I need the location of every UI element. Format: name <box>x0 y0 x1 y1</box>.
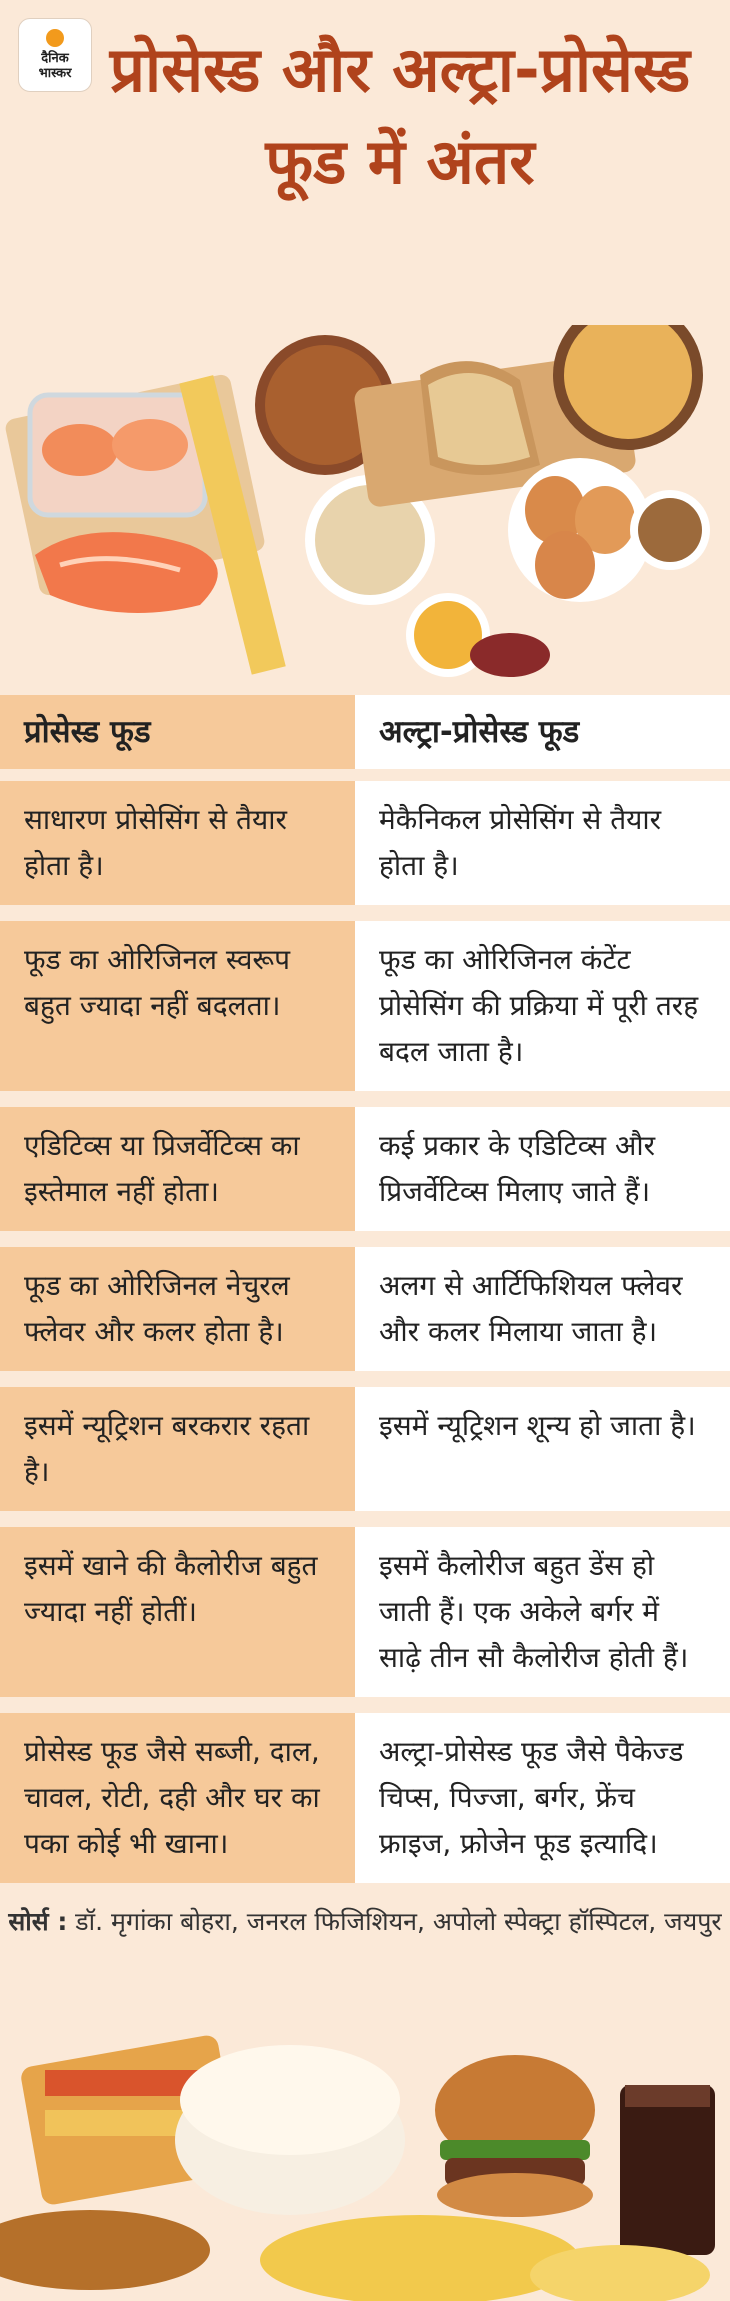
ultra-processed-cell: फूड का ओरिजिनल कंटेंट प्रोसेसिंग की प्रक्रिया में पूरी तरह बदल जाता है। <box>355 921 730 1091</box>
ultra-processed-cell: मेकैनिकल प्रोसेसिंग से तैयार होता है। <box>355 781 730 905</box>
table-row <box>0 1107 730 1247</box>
processed-cell: फूड का ओरिजिनल स्वरूप बहुत ज्यादा नहीं बदलता। <box>0 921 355 1091</box>
table-row <box>0 1527 730 1713</box>
processed-cell: इसमें खाने की कैलोरीज बहुत ज्यादा नहीं होतीं। <box>0 1527 355 1697</box>
processed-food-illustration <box>0 325 730 695</box>
processed-cell: इसमें न्यूट्रिशन बरकरार रहता है। <box>0 1387 355 1511</box>
shrimp <box>112 419 188 471</box>
cola-glass <box>620 2085 715 2255</box>
table-row <box>0 921 730 1107</box>
processed-cell: एडिटिव्स या प्रिजर्वेटिव्स का इस्तेमाल नहीं होता। <box>0 1107 355 1231</box>
header-ultra-processed: अल्ट्रा-प्रोसेस्ड फूड <box>355 695 730 769</box>
processed-cell: साधारण प्रोसेसिंग से तैयार होता है। <box>0 781 355 905</box>
ultra-processed-cell: इसमें कैलोरीज बहुत डेंस हो जाती हैं। एक अकेले बर्गर में साढ़े तीन सौ कैलोरीज होती हैं। <box>355 1527 730 1697</box>
table-header <box>0 695 730 781</box>
ultra-processed-food-illustration <box>0 1990 730 2301</box>
logo <box>18 18 92 92</box>
logo-line1: दैनिक <box>41 51 69 66</box>
ultra-processed-cell: अलग से आर्टिफिशियल फ्लेवर और कलर मिलाया जाता है। <box>355 1247 730 1371</box>
table-row <box>0 1247 730 1387</box>
source-label: सोर्स : <box>8 1907 68 1936</box>
header-processed: प्रोसेस्ड फूड <box>0 695 355 769</box>
page-title: प्रोसेस्ड और अल्ट्रा-प्रोसेस्ड फूड में अंतर <box>109 33 691 198</box>
beans <box>470 633 550 677</box>
comparison-table <box>0 695 730 1899</box>
processed-cell: प्रोसेस्ड फूड जैसे सब्जी, दाल, चावल, रोटी, दही और घर का पका कोई भी खाना। <box>0 1713 355 1883</box>
egg <box>535 531 595 599</box>
ultra-processed-cell: कई प्रकार के एडिटिव्स और प्रिजर्वेटिव्स मिलाए जाते हैं। <box>355 1107 730 1231</box>
table-row <box>0 1387 730 1527</box>
table-row <box>0 1713 730 1899</box>
chips <box>260 2215 580 2301</box>
ultra-processed-cell: अल्ट्रा-प्रोसेस्ड फूड जैसे पैकेज्ड चिप्स, पिज्जा, बर्गर, फ्रेंच फ्राइज, फ्रोजेन फूड इत्यादि। <box>355 1713 730 1883</box>
processed-cell: फूड का ओरिजिनल नेचुरल फ्लेवर और कलर होता है। <box>0 1247 355 1371</box>
snacks <box>0 2210 210 2290</box>
table-row <box>0 781 730 921</box>
logo-line2: भास्कर <box>38 66 72 81</box>
source-note <box>0 1900 730 1944</box>
ultra-processed-cell: इसमें न्यूट्रिशन शून्य हो जाता है। <box>355 1387 730 1511</box>
source-text: डॉ. मृगांका बोहरा, जनरल फिजिशियन, अपोलो स्पेक्ट्रा हॉस्पिटल, जयपुर <box>75 1907 722 1936</box>
sun-icon <box>46 29 64 47</box>
shrimp <box>42 424 118 476</box>
